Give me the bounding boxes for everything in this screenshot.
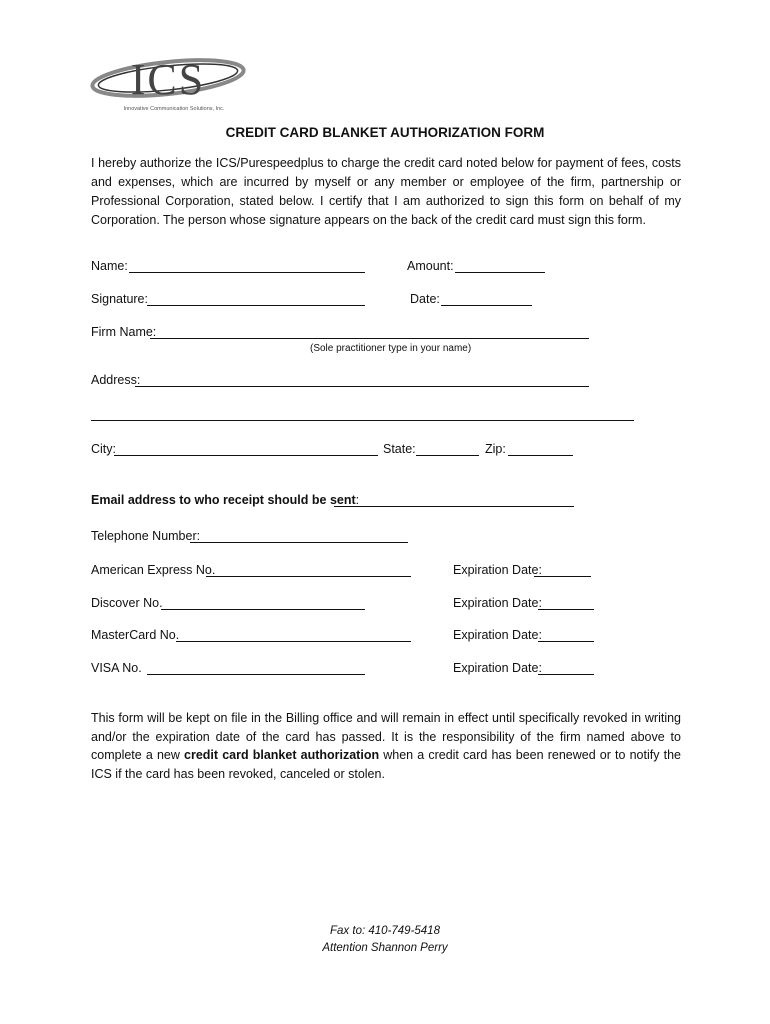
email-label: Email address to who receipt should be sent: (91, 493, 360, 507)
authorization-statement: I hereby authorize the ICS/Purespeedplus to charge the credit card noted below for payment of fees, costs and expenses, which are incurred by myself or any member or employee of the firm, partnership or Professional Corporation, stated below. I certify that I am authorized to sign this form on behalf of my Corporation. The person whose signature appears on the back of the credit card must sign this form. (91, 156, 681, 227)
logo-tagline: Innovative Communication Solutions, Inc. (123, 106, 225, 112)
signature-label: Signature: (91, 292, 148, 306)
amount-label: Amount: (407, 259, 454, 273)
form-title: CREDIT CARD BLANKET AUTHORIZATION FORM (225, 125, 545, 140)
discover-expiration-field[interactable] (538, 609, 594, 610)
discover-label: Discover No. (91, 596, 163, 610)
visa-number-field[interactable] (147, 674, 365, 675)
terms-paragraph: This form will be kept on file in the Billing office and will remain in effect until specifically revoked in writing and/or the expiration date of the card has passed. It is the responsibility of the firm named above to complete a new credit card blanket authorization when a credit card has been renewed or to notify the ICS if the card has been revoked, canceled or stolen. (91, 711, 681, 781)
visa-expiration-field[interactable] (538, 674, 594, 675)
telephone-label: Telephone Number: (91, 529, 201, 543)
attention-line: Attention Shannon Perry (322, 942, 448, 954)
firm-name-hint: (Sole practitioner type in your name) (310, 343, 472, 354)
state-field[interactable] (416, 455, 479, 456)
amex-label: American Express No. (91, 563, 216, 577)
city-label: City: (91, 442, 116, 456)
date-label: Date: (410, 292, 440, 306)
signature-field[interactable] (147, 305, 365, 306)
telephone-field[interactable] (190, 542, 408, 543)
logo-text: ICS (130, 55, 206, 104)
state-label: State: (383, 442, 416, 456)
ics-logo (88, 52, 248, 118)
terms-emphasis: credit card blanket authorization (184, 748, 380, 762)
visa-expiration-label: Expiration Date: (453, 661, 542, 675)
address-field[interactable] (135, 386, 589, 387)
name-field[interactable] (129, 272, 365, 273)
address-field-line-2[interactable] (91, 420, 634, 421)
discover-expiration-label: Expiration Date: (453, 596, 542, 610)
firm-name-field[interactable] (150, 338, 589, 339)
ics-swoosh-icon (88, 52, 248, 118)
mastercard-number-field[interactable] (176, 641, 411, 642)
zip-label: Zip: (485, 442, 506, 456)
mastercard-expiration-label: Expiration Date: (453, 628, 542, 642)
discover-number-field[interactable] (161, 609, 365, 610)
fax-footer (0, 923, 770, 957)
name-label: Name: (91, 259, 128, 273)
city-field[interactable] (114, 455, 378, 456)
mastercard-label: MasterCard No. (91, 628, 180, 642)
visa-label: VISA No. (91, 661, 142, 675)
firm-name-label: Firm Name: (91, 325, 157, 339)
address-label: Address: (91, 373, 141, 387)
amex-expiration-field[interactable] (534, 576, 591, 577)
amex-expiration-label: Expiration Date: (453, 563, 542, 577)
fax-number: Fax to: 410-749-5418 (330, 925, 440, 937)
amount-field[interactable] (455, 272, 545, 273)
email-field[interactable] (334, 506, 574, 507)
mastercard-expiration-field[interactable] (538, 641, 594, 642)
date-field[interactable] (441, 305, 532, 306)
zip-field[interactable] (508, 455, 573, 456)
amex-number-field[interactable] (206, 576, 411, 577)
